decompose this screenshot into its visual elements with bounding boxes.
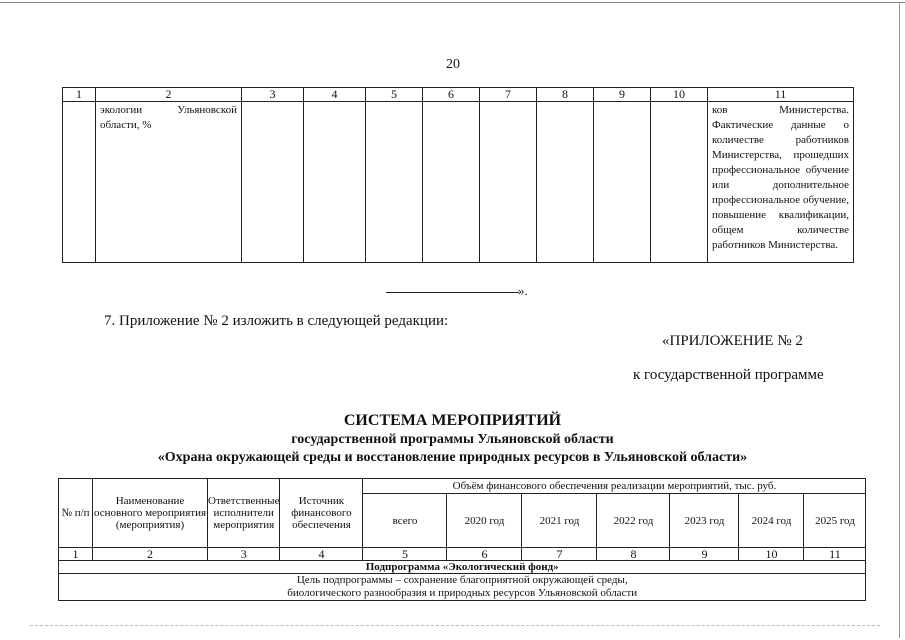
header-year: 2024 год	[739, 494, 804, 548]
header-cell: 7	[480, 88, 537, 102]
column-number: 3	[208, 548, 280, 561]
header-name: Наименование основного мероприятия (мероприятия)	[93, 479, 208, 548]
header-cell: 8	[537, 88, 594, 102]
header-cell: 10	[651, 88, 708, 102]
goal-row	[59, 574, 866, 601]
header-year: 2023 год	[670, 494, 739, 548]
header-year: всего	[363, 494, 447, 548]
page-frame-top	[0, 2, 905, 3]
page-frame-right	[899, 2, 900, 638]
header-cell: 4	[304, 88, 366, 102]
column-number: 1	[59, 548, 93, 561]
column-number: 4	[280, 548, 363, 561]
table-header-row	[63, 88, 854, 102]
header-year: 2020 год	[447, 494, 522, 548]
end-quote-mark: ».	[518, 283, 528, 298]
header-year: 2025 год	[804, 494, 866, 548]
header-funding: Объём финансового обеспечения реализации мероприятий, тыс. руб.	[363, 479, 866, 494]
header-cell: 2	[96, 88, 242, 102]
scan-artifact-line	[30, 625, 880, 626]
appendix-subtitle: к государственной программе	[633, 367, 824, 383]
header-cell: 6	[423, 88, 480, 102]
methodology-cell: ков Министерства. Фактические данные о количестве работников Министерства, прошедших профессиональное обучение или дополнительное профессиональное обучение, повышение квалификации, общем количестве работников Министерства.	[712, 104, 849, 251]
header-cell: 1	[63, 88, 96, 102]
indicator-name-cell: экологии Ульяновской области, %	[100, 104, 237, 131]
paragraph-7: 7. Приложение № 2 изложить в следующей редакции:	[104, 313, 449, 329]
subprogram-title: Подпрограмма «Экологический фонд»	[59, 561, 866, 574]
column-number: 8	[597, 548, 670, 561]
page-number: 20	[446, 57, 460, 72]
goal-line-2: биологического разнообразия и природных ресурсов Ульяновской области	[287, 587, 638, 599]
column-number: 9	[670, 548, 739, 561]
header-year: 2022 год	[597, 494, 670, 548]
indicators-table	[62, 87, 854, 263]
column-number: 2	[93, 548, 208, 561]
end-underline	[386, 292, 519, 293]
header-cell: 11	[708, 88, 854, 102]
system-subtitle-1: государственной программы Ульяновской области	[291, 432, 614, 447]
header-cell: 5	[366, 88, 423, 102]
header-year: 2021 год	[522, 494, 597, 548]
system-title: СИСТЕМА МЕРОПРИЯТИЙ	[343, 412, 562, 429]
column-number: 11	[804, 548, 866, 561]
header-source: Источник финансового обеспечения	[280, 479, 363, 548]
header-responsible: Ответственные исполнители мероприятия	[208, 479, 280, 548]
column-number: 10	[739, 548, 804, 561]
goal-line-1: Цель подпрограммы – сохранение благоприятной окружающей среды,	[296, 574, 628, 586]
subprogram-row	[59, 561, 866, 574]
column-number: 6	[447, 548, 522, 561]
system-subtitle-2: «Охрана окружающей среды и восстановление природных ресурсов в Ульяновской области»	[157, 450, 748, 465]
column-number-row	[59, 548, 866, 561]
column-number: 7	[522, 548, 597, 561]
column-number: 5	[363, 548, 447, 561]
header-cell: 9	[594, 88, 651, 102]
table-row	[63, 102, 854, 263]
header-num: № п/п	[59, 479, 93, 548]
header-cell: 3	[242, 88, 304, 102]
table-header-row	[59, 479, 866, 494]
appendix-title: «ПРИЛОЖЕНИЕ № 2	[662, 333, 803, 349]
measures-table	[58, 478, 866, 601]
